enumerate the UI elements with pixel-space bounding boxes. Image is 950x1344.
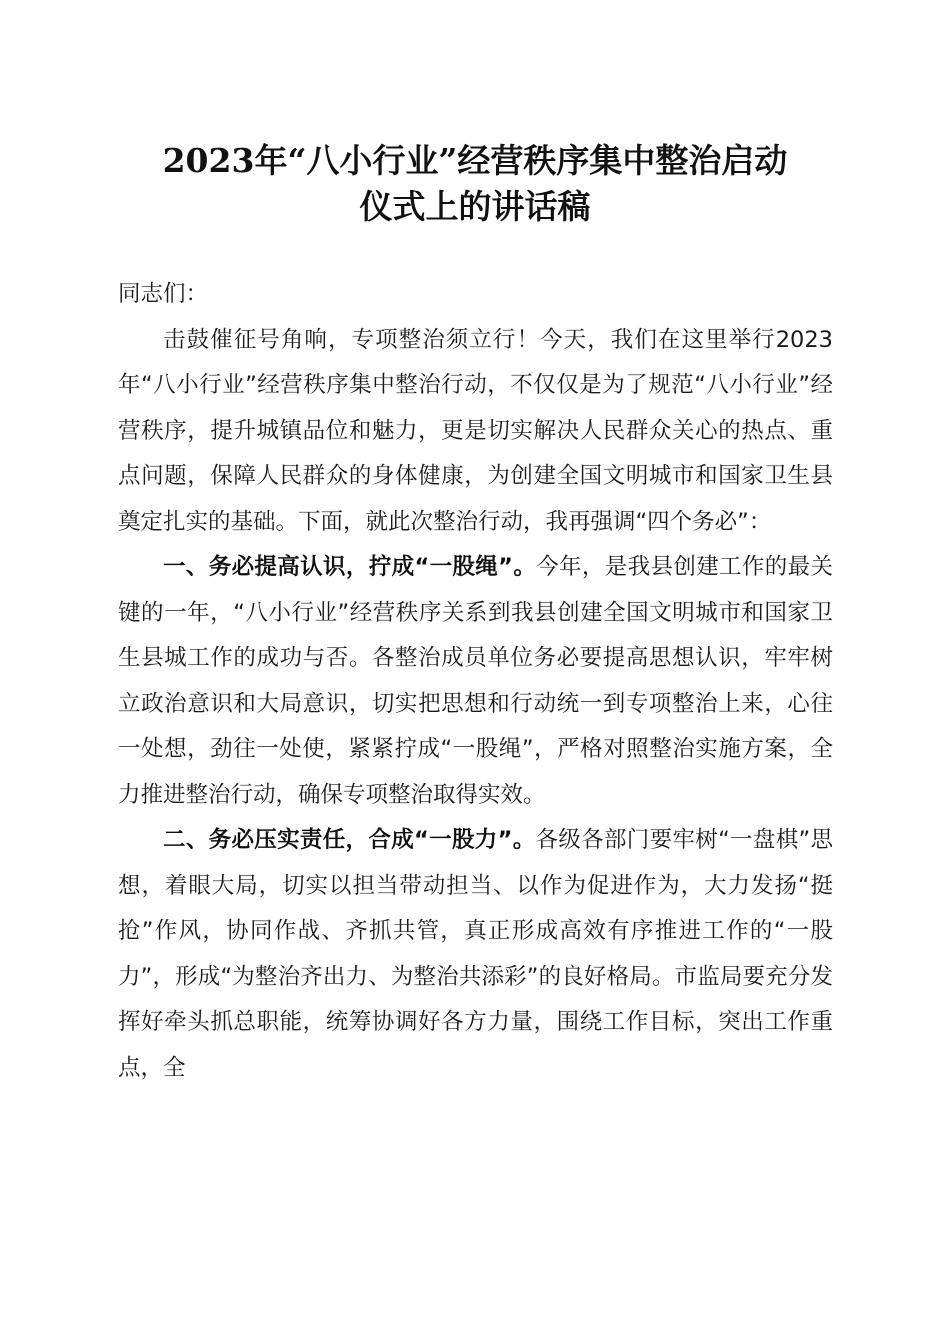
section-2-heading: 二、务必压实责任，合成“一股力”。	[163, 827, 536, 853]
salutation: 同志们：	[118, 281, 209, 307]
section-2-paragraph	[118, 818, 833, 1091]
document-body	[118, 272, 833, 1091]
section-1-paragraph	[118, 545, 833, 818]
section-1-body: 今年，是我县创建工作的最关键的一年，“八小行业”经营秩序关系到我县创建全国文明城市和国家卫生县城工作的成功与否。各整治成员单位务必要提高思想认识，牢牢树立政治意识和大局意识，切实把思想和行动统一到专项整治上来，心往一处想，劲往一处使，紧紧拧成“一股绳”，严格对照整治实施方案，全力推进整治行动，确保专项整治取得实效。	[118, 554, 833, 808]
section-2-body: 各级各部门要牢树“一盘棋”思想，着眼大局，切实以担当带动担当、以作为促进作为，大力发扬“挺抢”作风，协同作战、齐抓共管，真正形成高效有序推进工作的“一股力”，形成“为整治齐出力、为整治共添彩”的良好格局。市监局要充分发挥好牵头抓总职能，统筹协调好各方力量，围绕工作目标，突出工作重点，全	[118, 827, 833, 1081]
document-title-line-1: 2023年“八小行业”经营秩序集中整治启动	[162, 141, 788, 180]
section-1-heading: 一、务必提高认识，拧成“一股绳”。	[163, 554, 537, 580]
intro-paragraph: 击鼓催征号角响，专项整治须立行！今天，我们在这里举行2023年“八小行业”经营秩序集中整治行动，不仅仅是为了规范“八小行业”经营秩序，提升城镇品位和魅力，更是切实解决人民群众关心的热点、重点问题，保障人民群众的身体健康，为创建全国文明城市和国家卫生县奠定扎实的基础。下面，就此次整治行动，我再强调“四个务必”：	[118, 326, 833, 535]
document-title-line-2: 仪式上的讲话稿	[359, 187, 591, 226]
